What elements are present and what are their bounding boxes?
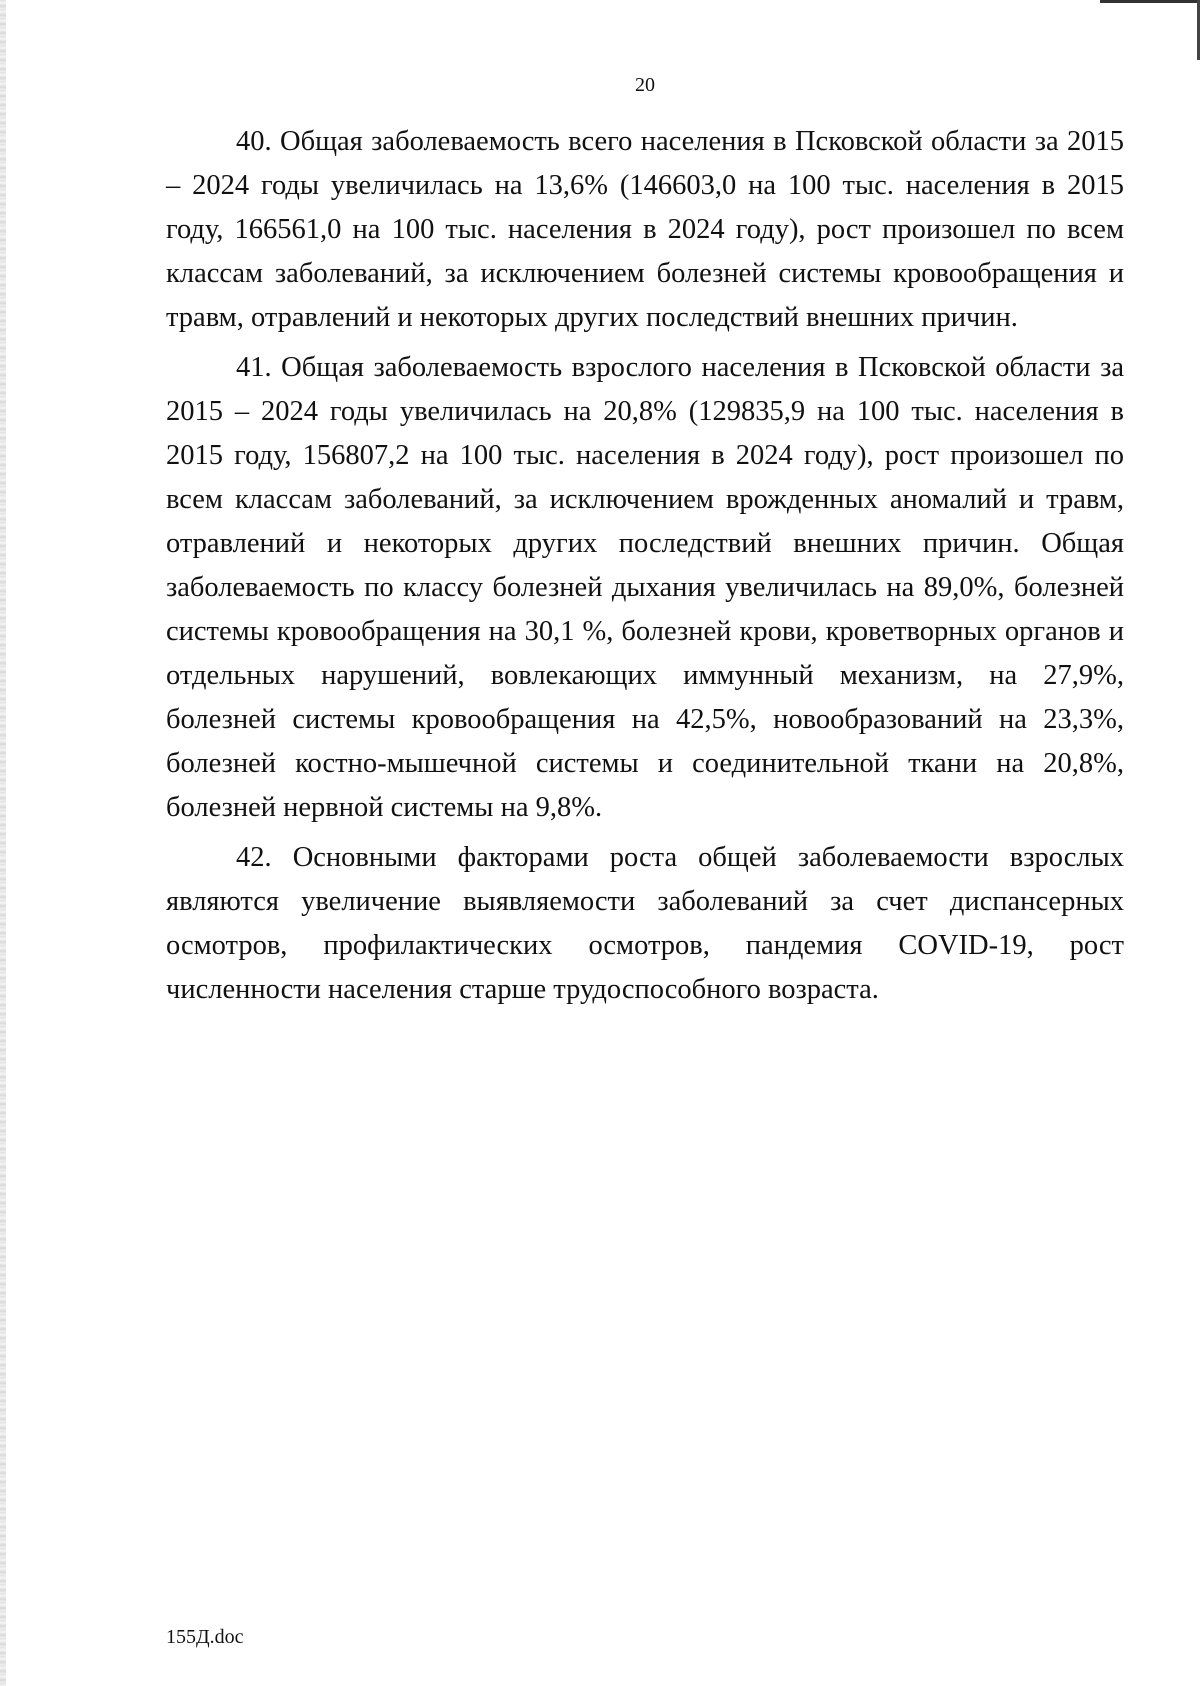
scan-edge-left <box>0 0 6 1686</box>
document-body <box>166 120 1124 1018</box>
paragraph-40: 40. Общая заболеваемость всего населения в Псковской области за 2015 – 2024 годы увеличилась на 13,6% (146603,0 на 100 тыс. населения в 2015 году, 166561,0 на 100 тыс. населения в 2024 году), рост произошел по всем классам заболеваний, за исключением болезней системы кровообращения и травм, отравлений и некоторых других последствий внешних причин. <box>166 126 1124 333</box>
scan-edge-top <box>1100 0 1200 3</box>
footer-filename: 155Д.doc <box>166 1626 244 1648</box>
paragraph-41: 41. Общая заболеваемость взрослого населения в Псковской области за 2015 – 2024 годы увеличилась на 20,8% (129835,9 на 100 тыс. населения в 2015 году, 156807,2 на 100 тыс. населения в 2024 году), рост произошел по всем классам заболеваний, за исключением врожденных аномалий и травм, отравлений и некоторых других последствий внешних причин. Общая заболеваемость по классу болезней дыхания увеличилась на 89,0%, болезней системы кровообращения на 30,1 %, болезней крови, кроветворных органов и отдельных нарушений, вовлекающих иммунный механизм, на 27,9%, болезней системы кровообращения на 42,5%, новообразований на 23,3%, болезней костно-мышечной системы и соединительной ткани на 20,8%, болезней нервной системы на 9,8%. <box>166 352 1124 823</box>
paragraph-42: 42. Основными факторами роста общей заболеваемости взрослых являются увеличение выявляемости заболеваний за счет диспансерных осмотров, профилактических осмотров, пандемия COVID-19, рост численности населения старше трудоспособного возраста. <box>166 842 1124 1005</box>
page-number: 20 <box>635 74 655 96</box>
